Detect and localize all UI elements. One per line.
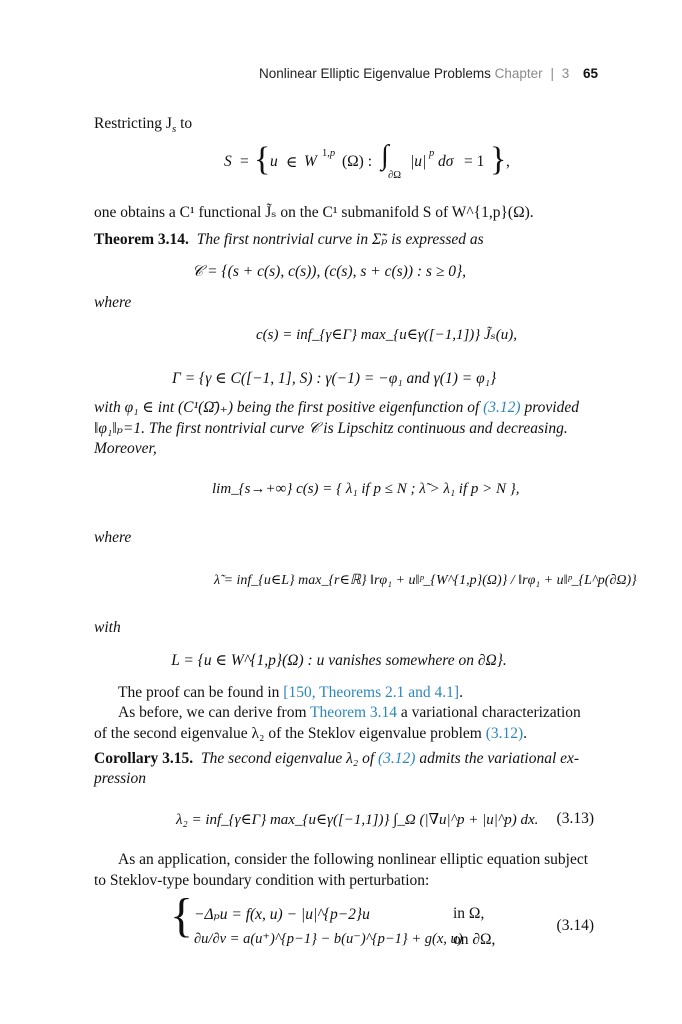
equation-system-line-1: −Δₚu = f(x, u) − |u|^{p−2}u: [194, 906, 370, 923]
as-before-text: As before, we can derive from: [118, 704, 311, 721]
restricting-to-text: to: [176, 115, 193, 132]
where-label-1: where: [94, 294, 132, 311]
equation-system-cond-1: in Ω,: [453, 905, 485, 922]
equation-gamma: Γ = {γ ∈ C([−1, 1], S) : γ(−1) = −φ₁ and γ(1) = φ₁}: [172, 370, 497, 387]
with-label: with: [94, 619, 121, 636]
where-label-2: where: [94, 529, 132, 546]
second-eigen-line: [94, 725, 527, 743]
equation-system-3-14: { −Δₚu = f(x, u) − |u|^{p−2}u in Ω, ∂u/∂ν = a(u⁺)^{p−1} − b(u⁻)^{p−1} + g(x, u) on ∂Ω,: [170, 889, 496, 948]
header-separator: |: [550, 66, 554, 81]
theorem-label: Theorem 3.14.: [94, 231, 189, 248]
running-title: Nonlinear Elliptic Eigenvalue Problems: [259, 66, 491, 81]
equation-limit-text: lim_{s→+∞} c(s) = { λ₁ if p ≤ N ; λ̃ > λ₁ if p > N },: [212, 481, 520, 497]
equation-curve: 𝒞 = {(s + c(s), c(s)), (c(s), s + c(s)) : s ≥ 0},: [191, 263, 467, 280]
corollary-3-15: [94, 750, 579, 768]
proof-line: [118, 684, 463, 702]
equation-lambda2-text: λ₂ = inf_{γ∈Γ} max_{u∈γ([−1,1])} ∫_Ω (|∇u|^p + |u|^p) dx.: [176, 812, 539, 828]
running-header: [259, 66, 598, 81]
equation-label-3-14: (3.14): [556, 917, 594, 934]
ref-3-12-link[interactable]: (3.12): [483, 399, 521, 416]
equation-system-line-2: ∂u/∂ν = a(u⁺)^{p−1} − b(u⁻)^{p−1} + g(x, u): [194, 931, 463, 947]
proof-text: The proof can be found in: [118, 684, 284, 701]
ref-3-12-link-3[interactable]: (3.12): [378, 750, 416, 767]
restricting-line: [94, 115, 192, 135]
restricting-subscript: s: [171, 123, 177, 136]
corollary-text-tail: admits the variational ex-: [415, 750, 580, 767]
theorem-3-14: [94, 230, 484, 249]
equation-label-3-13: (3.13): [556, 810, 594, 827]
one-obtains-text: one obtains a C¹ functional J̃ₛ on the C¹ submanifold S of W^{1,p}(Ω).: [94, 204, 534, 221]
corollary-pression: pression: [94, 770, 146, 787]
application-line-2: to Steklov-type boundary condition with perturbation:: [94, 872, 430, 889]
theorem-statement: The first nontrivial curve in Σ̃ₚ is expressed as: [196, 231, 484, 248]
ref-150-link[interactable]: [150, Theorems 2.1 and 4.1]: [283, 684, 460, 701]
restricting-text: Restricting J: [94, 115, 172, 132]
book-page: Nonlinear Elliptic Eigenvalue Problems Chapter | 3 65 Restricting $J_s$ to S = { u ∈ W 1,p (Ω) : ∫ ∂Ω |u| p dσ = 1 } , one obtains a C¹ functional J̃ₛ on the C¹ submanifold S of W^{1,p}(Ω). Theorem 3.14. The first nontrivial curve in Σ̃ₚ is expressed as 𝒞 = {(s + c(s), c(s)), (c(s), s + c(s)) : s ≥ 0}, where c(s) = inf_{γ∈Γ} max_{u∈γ([−1,1])} J̃ₛ(u), Γ = {γ ∈ C([−1, 1], S) : γ(−1) = −φ₁ and γ(1) = φ₁} with φ₁ ∈ int (C¹(Ω̄)₊) being the first positive eigenfunction of (3.12) provided ‖φ₁‖ₚ=1. The first nontrivial curve 𝒞 is Lipschitz continuous and decreasing. Moreover, lim_{s→+∞} c(s) = { λ₁ if p ≤ N ; λ̃ > λ₁ if p > N }, where λ̃ = inf_{u∈L} max_{r∈ℝ} ‖rφ₁ + u‖ᵖ_{W^{1,p}(Ω)} / ‖rφ₁ + u‖ᵖ_{L^p(∂Ω)} with L = {u ∈ W^{1,p}(Ω) : u vanishes somewhere on ∂Ω}. The proof can be found in [150, Theorems 2.1 and 4.1]. As before, we can derive from Theorem 3.14 a variational characterization of the second eigenvalue λ₂ of the Steklov eigenvalue problem (3.12). Corollary 3.15. The second eigenvalue λ₂ of (3.12) admits the variational ex- pression λ₂ = inf_{γ∈Γ} max_{u∈γ([−1,1])} ∫_Ω (|∇u|^p + |u|^p) dx. (3.13) As an application, consider the following nonlinear elliptic equation subject to Steklov-type boundary condition with perturbation: { −Δₚu = f(x, u) − |u|^{p−2}u in Ω, ∂u/∂ν = a(u⁺)^{p−1} − b(u⁻)^{p−1} + g(x, u) on ∂Ω, (3.14): [0, 0, 682, 1024]
moreover-text: Moreover,: [94, 440, 157, 457]
with-phi-line: [94, 398, 579, 417]
application-line-1: As an application, consider the following nonlinear elliptic equation subject: [118, 851, 589, 868]
with-phi-text: with φ₁ ∈ int (C¹(Ω̄)₊) being the first positive eigenfunction of: [94, 399, 484, 416]
ref-3-12-link-2[interactable]: (3.12): [485, 725, 524, 742]
equation-lambda-tilde-text: λ̃ = inf_{u∈L} max_{r∈ℝ} ‖rφ₁ + u‖ᵖ_{W^{1,p}(Ω)} / ‖rφ₁ + u‖ᵖ_{L^p(∂Ω)}: [214, 573, 637, 588]
equation-system-cond-2: on ∂Ω,: [453, 931, 496, 948]
with-phi-provided: provided: [520, 399, 579, 416]
one-obtains-line: [94, 203, 534, 222]
second-eigen-text: of the second eigenvalue λ₂ of the Steklov eigenvalue problem: [94, 725, 486, 742]
norm-line: ‖φ₁‖ₚ=1. The first nontrivial curve 𝒞 is Lipschitz continuous and decreasing.: [94, 420, 568, 437]
proof-period: .: [459, 684, 463, 701]
second-eigen-period: .: [523, 725, 528, 742]
chapter-number: 3: [561, 66, 570, 81]
as-before-line: [118, 704, 581, 722]
chapter-label: Chapter: [494, 66, 543, 81]
equation-cs-text: c(s) = inf_{γ∈Γ} max_{u∈γ([−1,1])} J̃ₛ(u),: [256, 327, 517, 343]
as-before-tail: a variational characterization: [397, 704, 581, 721]
corollary-label: Corollary 3.15.: [94, 750, 194, 767]
theorem-3-14-link[interactable]: Theorem 3.14: [310, 704, 398, 721]
equation-L: L = {u ∈ W^{1,p}(Ω) : u vanishes somewhere on ∂Ω}.: [171, 652, 507, 669]
corollary-text: The second eigenvalue λ₂ of: [201, 750, 379, 767]
equation-cs: [256, 325, 517, 359]
page-number: 65: [583, 66, 599, 81]
